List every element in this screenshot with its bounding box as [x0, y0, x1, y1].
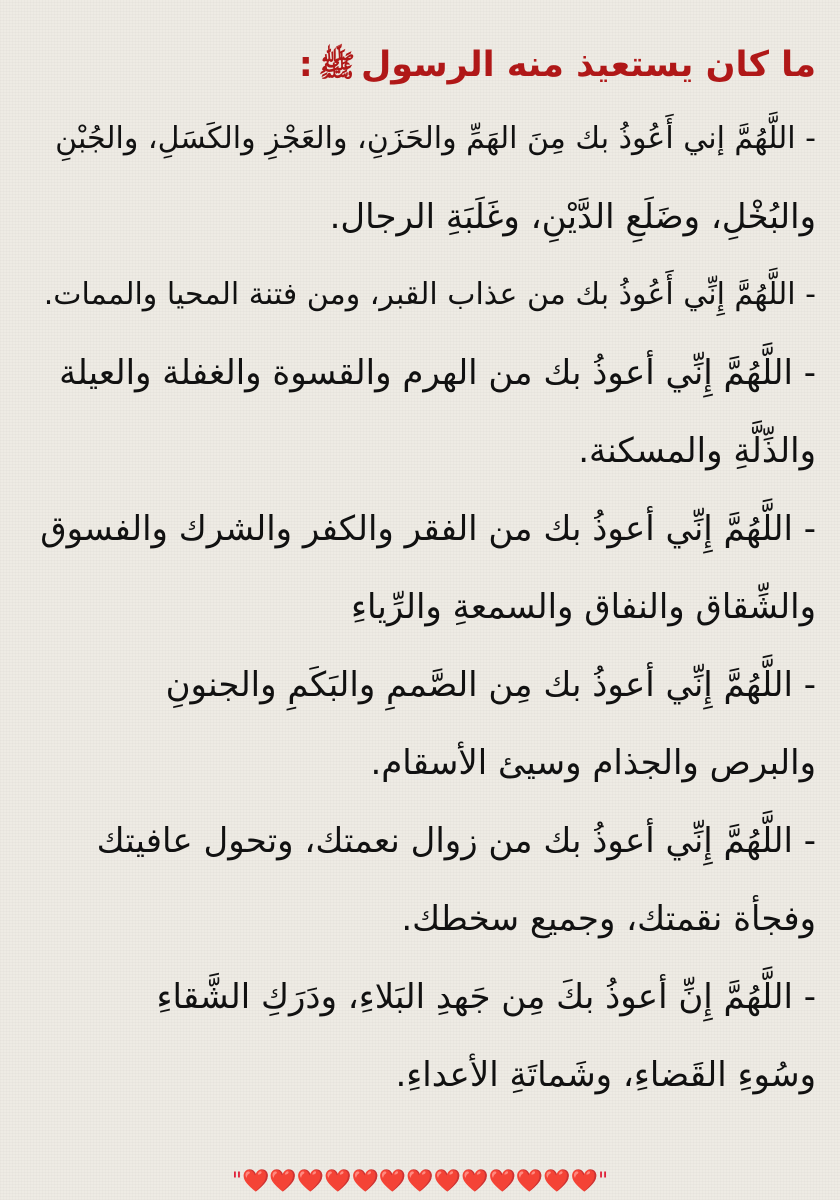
dua-line: - اللَّهُمَّ إِنِّ أعوذُ بكَ مِن جَهدِ البَلاءِ، ودَرَكِ الشَّقاءِ: [156, 977, 816, 1017]
salawat-glyph: ﷺ: [318, 49, 355, 84]
document-page: [40, 30, 816, 1170]
dua-line: - اللَّهُمَّ إِنِّي أعوذُ بك مِن الصَّممِ والبَكَمِ والجنونِ: [165, 665, 816, 705]
dua-5: [40, 646, 816, 802]
dua-line: - اللَّهُمَّ إِنِّي أَعُوذُ بك من عذاب القبر، ومن فتنة المحيا والممات.: [43, 277, 816, 312]
dua-7: [40, 958, 816, 1114]
dua-4: [40, 490, 816, 646]
dua-3: [40, 334, 816, 490]
dua-2: [40, 256, 816, 334]
page-title: [40, 30, 816, 100]
dua-line: - اللَّهُمَّ إِنِّي أعوذُ بك من الهرم والقسوة والغفلة والعيلة: [59, 353, 816, 393]
dua-1: [40, 100, 816, 256]
dua-line: - اللَّهُمَّ إِنِّي أعوذُ بك من زوال نعمتك، وتحول عافيتك: [96, 821, 816, 861]
title-text: ما كان يستعيذ منه الرسول: [360, 45, 816, 85]
dua-line: وفجأة نقمتك، وجميع سخطك.: [401, 899, 816, 939]
dua-6: [40, 802, 816, 958]
dua-line: - اللَّهُمَّ إني أَعُوذُ بك مِنَ الهَمِّ والحَزَنِ، والعَجْزِ والكَسَلِ، والجُبْنِ: [55, 121, 816, 156]
title-colon: :: [298, 45, 313, 85]
dua-line: - اللَّهُمَّ إِنِّي أعوذُ بك من الفقر والكفر والشرك والفسوق: [40, 509, 816, 549]
dua-line: والذِّلَّةِ والمسكنة.: [578, 431, 816, 471]
hearts-footer: "❤️❤️❤️❤️❤️❤️❤️❤️❤️❤️❤️❤️❤️": [231, 1169, 609, 1194]
dua-line: والبرص والجذام وسيئ الأسقام.: [370, 743, 816, 783]
dua-line: والشِّقاق والنفاق والسمعةِ والرِّياءِ: [351, 587, 816, 627]
dua-line: وسُوءِ القَضاءِ، وشَماتَةِ الأعداءِ.: [395, 1055, 816, 1095]
dua-line: والبُخْلِ، وضَلَعِ الدَّيْنِ، وغَلَبَةِ الرجال.: [329, 197, 816, 237]
